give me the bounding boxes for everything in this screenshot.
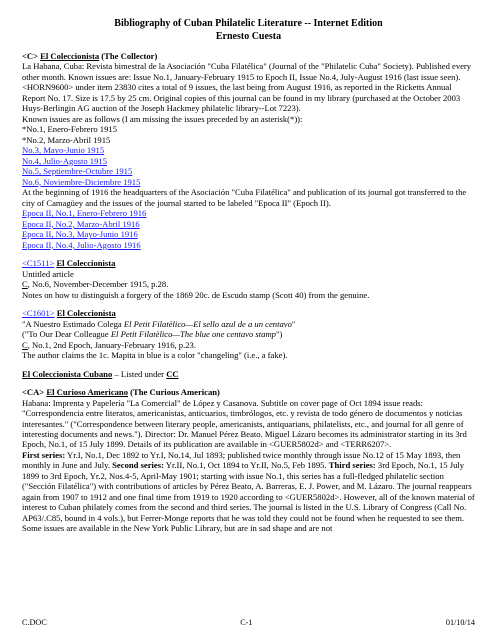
entry-c1601-note: The author claims the 1c. Mapita in blue is a color "changeling" (i.e., a fake). bbox=[22, 350, 288, 361]
entry-c1511-title: El Coleccionista bbox=[56, 258, 116, 269]
entry-c-subtitle: (The Collector) bbox=[101, 51, 158, 61]
footer-page-number: C-1 bbox=[240, 618, 253, 627]
entry-ca-title: El Curioso Americano bbox=[46, 387, 129, 398]
entry-ca-body1: Habana: Imprenta y Papelería "La Comercial" de López y Casanova. Subtitle on cover page of Oct 1894 issue reads: "Correspondencia entre literatos, americanistas, anticuarios, timbrólogos, etc. y revista de todo género de documentos y noticias interesantes." ("Correspondence between literary people, americanists, antiquarians, philatelists, etc., and journal for all genre of interesting documents and news."). Director: Dr. Manuel Pérez Beato. Miguel Lázaro becomes its administrator starting in its 3rd Epoch, No.1, of 15 July 1899. Details of its publication are available in <GUER5802d> and <TERR6207>. bbox=[22, 397, 467, 450]
document-page bbox=[22, 18, 475, 534]
entry-c bbox=[22, 51, 475, 250]
entry-c1601-ref-letter: C bbox=[22, 339, 28, 350]
entry-c-code: <C> bbox=[22, 51, 38, 61]
issue-link[interactable]: No.4, Julio-Agosto 1915 bbox=[22, 155, 107, 166]
entry-ca-subtitle: (The Curious American) bbox=[130, 387, 220, 398]
entry-c1511-ref: , No.6, November-December 1915, p.28. bbox=[27, 279, 169, 290]
issue-missing: *No.1, Enero-Febrero 1915 bbox=[22, 124, 117, 135]
entry-c1511-code-link[interactable]: <C1511> bbox=[22, 258, 55, 269]
page-footer bbox=[22, 618, 475, 628]
entry-c1601 bbox=[22, 308, 475, 360]
epoch-issue-link[interactable]: Epoca II, No.1, Enero-Febrero 1916 bbox=[22, 208, 147, 219]
entry-ca-series: First series: Yr.I, No.1, Dec 1892 to Yr.I, No.14, Jul 1893; published twice monthly through issue No.12 of 15 May 1893, then monthly in June and July. Second series: Yr.II, No.1, Oct 1894 to Yr.II, No.5, Feb 1895. Third series: 3rd Epoch, No.1, 15 July 1899 to 3rd Epoch, Yr.2, Nos.4-5, April-May 1901; starting with issue No.1, this series has a full-fledged philatelic section ("Sección Filatélica") with contributions of articles by Pérez Beato, A. Barreras, E. J. Power, and M. Lázaro. The journal reappears again from 1907 to 1912 and one final time from 1919 to 1920 according to <GUER5802d>. However, all of the known material of interest to Cuban philately comes from the second and third series. The journal is listed in the U.S. Library of Congress (Call No. AP63/.C85, bound in 4 vols.), but Ferrer-Monge reports that he was told they could not be found when he requested to see them. Some issues are available in the New York Public Library, but are in sad shape and are not bbox=[22, 449, 475, 534]
epoch-issue-list bbox=[22, 208, 475, 250]
entry-c-known-intro: Known issues are as follows (I am missing the issues preceded by an asterisk(*)): bbox=[22, 113, 303, 124]
entry-c1511 bbox=[22, 258, 475, 300]
entry-c1511-line1: Untitled article bbox=[22, 268, 74, 279]
entry-cubano-cc-ref: CC bbox=[166, 368, 179, 379]
entry-coleccionista-cubano bbox=[22, 369, 475, 379]
entry-ca bbox=[22, 387, 475, 534]
issue-link[interactable]: No.5, Septiembre-Octubre 1915 bbox=[22, 166, 133, 177]
document-header bbox=[22, 18, 475, 43]
epoch-issue-link[interactable]: Epoca II, No.4, Julio-Agosto 1916 bbox=[22, 239, 141, 250]
entry-c-body: La Habana, Cuba: Revista bimestral de la Asociación "Cuba Filatélica" (Journal of the "Philatelic Cuba" Society). Published every other month. Known issues are: Issue No.1, January-February 1915 to Epoch II, Issue No.4, July-August 1916 (last issue seen). <HORN9600> under item 23830 cites a total of 9 issues, the last being from August 1916, as reported in the Ricketts Annual Report No. 17. Size is 17.5 by 25 cm. Original copies of this journal can be found in my library (purchased at the October 2003 Huys-Berlingin AG auction of the Joseph Hackmey philatelic library--Lot 7223). bbox=[22, 61, 472, 114]
entry-c1601-code-link[interactable]: <C1601> bbox=[22, 308, 55, 319]
entry-c1511-ref-letter: C bbox=[22, 279, 28, 290]
entry-c1601-ref: , No.1, 2nd Epoch, January-February 1916, p.23. bbox=[27, 339, 196, 350]
entry-cubano-title: El Coleccionista Cubano bbox=[22, 368, 113, 379]
document-title: Bibliography of Cuban Philatelic Literature -- Internet Edition bbox=[114, 18, 383, 29]
entry-c1511-note: Notes on how to distinguish a forgery of the 1869 20c. de Escudo stamp (Scott 40) from the genuine. bbox=[22, 289, 370, 300]
entry-c1601-quote-en: ("To Our Dear Colleague El Petit Filatèlico—The blue one centavo stamp") bbox=[22, 329, 283, 340]
entry-c-epoch-text: At the beginning of 1916 the headquarters of the Asociación "Cuba Filatélica" and publication of its journal got transferred to the city of Camagüey and the issues of the journal started to be labeled "Epoca II" (Epoch II). bbox=[22, 187, 467, 208]
entry-cubano-listed: – Listed under bbox=[112, 368, 167, 379]
epoch-issue-link[interactable]: Epoca II, No.3, Mayo-Junio 1916 bbox=[22, 229, 138, 240]
footer-date: 01/10/14 bbox=[445, 618, 475, 627]
issue-list bbox=[22, 124, 475, 187]
entry-c-title: El Coleccionista bbox=[40, 51, 100, 61]
entry-ca-code: <CA> bbox=[22, 387, 45, 398]
issue-missing: *No.2, Marzo-Abril 1915 bbox=[22, 134, 111, 145]
issue-link[interactable]: No.6, Noviembre-Diciembre 1915 bbox=[22, 176, 141, 187]
issue-link[interactable]: No.3, Mayo-Junio 1915 bbox=[22, 145, 105, 156]
footer-filename: C.DOC bbox=[22, 618, 47, 627]
entry-c1601-quote-es: "A Nuestro Estimado Colega El Petit Filatèlico—El sello azul de a un centavo" bbox=[22, 318, 296, 329]
entry-c1601-title: El Coleccionista bbox=[56, 308, 116, 319]
epoch-issue-link[interactable]: Epoca II, No.2, Marzo-Abril 1916 bbox=[22, 218, 140, 229]
document-author: Ernesto Cuesta bbox=[215, 30, 282, 42]
